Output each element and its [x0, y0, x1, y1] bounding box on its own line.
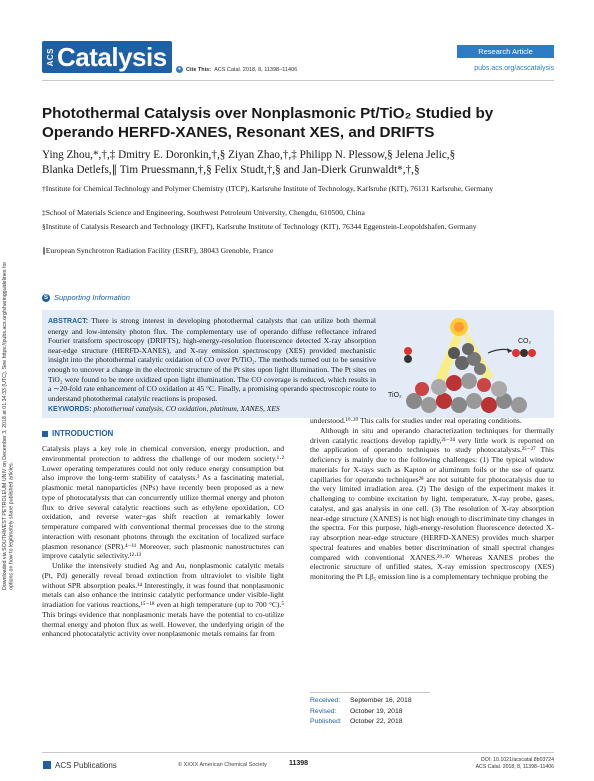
supporting-information-link[interactable]	[42, 293, 130, 302]
cite-icon: ●	[177, 66, 182, 72]
dates-divider	[310, 692, 430, 693]
footer-divider	[42, 752, 554, 753]
supporting-info-icon: S	[43, 294, 48, 301]
publisher-logo	[42, 760, 117, 770]
cite-this[interactable]	[176, 66, 297, 73]
keywords-list: photothermal catalysis, CO oxidation, platinum, XANES, XES	[93, 404, 280, 413]
published-date: October 22, 2018	[350, 718, 403, 725]
doi-link[interactable]: DOI: 10.1021/acscatal.8b03724	[481, 757, 554, 763]
abstract-text	[48, 316, 376, 403]
cite-reference: ACS Catal. 2018, 8, 11398−11406	[214, 66, 298, 73]
revised-date: October 19, 2018	[350, 707, 403, 715]
publication-dates	[310, 696, 412, 728]
supporting-info-label: Supporting Information	[54, 293, 130, 302]
journal-citation: ACS Catal. 2018, 8, 11398−11406	[475, 764, 554, 770]
published-label: Published:	[310, 718, 342, 725]
affiliation-4: ∥European Synchrotron Radiation Facility (ESRF), 38043 Grenoble, France	[42, 246, 274, 255]
keywords-label: KEYWORDS:	[48, 406, 92, 413]
copyright: © XXXX American Chemical Society	[178, 762, 267, 768]
revised-label: Revised:	[310, 707, 337, 715]
article-type-badge: Research Article	[457, 45, 554, 58]
affiliation-1: †Institute for Chemical Technology and Polymer Chemistry (ITCP), Karlsruhe Institute of Technology, Karlsruhe (KIT), 76131 Karlsruhe, Germany	[42, 184, 494, 193]
left-column	[42, 444, 284, 639]
abstract-body: There is strong interest in developing photothermal catalysts that can utilize both thermal energy and low-intensity photon flux. The complementary use of operando diffuse reflectance infrared Fourier transform spectroscopy (DRIFTS), high-energy-resolution fluorescence detected X-ray absorption near-edge structure (HERFD-XANES), and X-ray emission spectroscopy (XES) provided mechanistic insight into the photothermal catalytic oxidation of CO over Pt/TiO₂. The methods turned out to be sensitive enough to uncover a change in the electronic structure of the Pt sites upon light illumination. The Pt sites on TiO₂ were found to be more oxidized upon light illumination. The CO coverage is reduced, which results in a ∼20-fold rate enhancement of CO oxidation at 45 °C. Finally, a promising operando spectroscopic route to understand photothermal catalytic reactions is proposed.	[48, 316, 376, 403]
toc-tio2-label: TiO₂	[388, 392, 402, 399]
download-notice	[2, 250, 24, 590]
page-number: 11398	[289, 760, 309, 767]
paragraph: Although in situ and operando characterization techniques for thermally driven catalytic reactions develop rapidly,²¹⁻²⁴ very little work is reported on the application of operando techniques to study photocatalysts.²⁵⁻²⁷ This deficiency is mainly due to the following challenges: (1) The typical window materials for X-rays such as Kapton or aluminum foils or the use of quartz capillaries for operando techniques²⁸ are not suitable for photocatalysis due to the very limited irradiation area. (2) The design of the experiment makes it challenging to combine excitation by light, temperature, X-ray probe, gases, catalyst, and gas analysis in one cell. (3) The resolution of X-ray absorption near-edge structure (XANES) is not high enough to discriminate tiny changes in the spectra. For this purpose, high-energy-resolution fluorescence detected X-ray absorption near-edge structure (HERFD-XANES) provides much sharper spectral features and enables better discrimination of small spectral changes compared with conventional XANES.²⁹·³⁰ Whereas XANES probes the electronic structure of unfilled states, X-ray emission spectroscopy (XES) monitoring the Pt Lβ₅ emission line is a complementary technique probing the	[310, 425, 554, 581]
authors-line-1: Ying Zhou,*,†,‡ Dmitry E. Doronkin,†,§ Ziyan Zhao,†,‡ Philipp N. Plessow,§ Jelena Jelic,§	[42, 149, 456, 161]
article-title: Photothermal Catalysis over Nonplasmonic Pt/TiO₂ Studied by Operando HERFD-XANES, Resonant XES, and DRIFTS	[42, 105, 494, 141]
affiliation-3: §Institute of Catalysis Research and Technology (IKFT), Karlsruhe Institute of Technology (KIT), 76344 Eggenstein-Leopoldshafen, Germany	[42, 222, 477, 231]
received-date: September 16, 2018	[350, 697, 412, 704]
download-notice-text: Downloaded via SOUTHWEST PETROLEUM UNIV on December 3, 2018 at 01:34:33 (UTC). See https://pubs.acs.org/sharingguidelines for options on how to legitimately share published articles.	[2, 261, 15, 590]
journal-url-link[interactable]: pubs.acs.org/acscatalysis	[474, 65, 554, 72]
keywords	[48, 404, 408, 415]
toc-co2-label: CO₂	[518, 338, 532, 345]
section-introduction-heading	[42, 429, 113, 438]
cite-label: Cite This:	[186, 66, 212, 73]
affiliation-2: ‡School of Materials Science and Engineering, Southwest Petroleum University, Chengdu, 610500, China	[42, 208, 365, 217]
header-divider	[42, 80, 554, 81]
paragraph: Catalysis plays a key role in chemical conversion, energy production, and environmental protection to address the challenge of our modern society.¹·² Lower operating temperatures could not only reduce energy consumption but also improve the long-term stability of catalysts.³ As a fascinating material, plasmonic metal nanoparticles (NPs) have recently been proposed as a new type of photocatalysts that can concurrently utilize thermal energy and photon flux to drive several catalytic reactions such as ethylene epoxidation, CO oxidation, and reverse water−gas shift reaction at remarkably lower temperature compared with conventional thermal processes due to the strong interaction with resonant photons through the excitation of localized surface plasmon resonance (SPR).⁴⁻¹¹ Moreover, such plasmonic nanostructures can improve catalytic selectivity.¹²·¹³	[42, 444, 284, 561]
logo-acs-text: ACS	[46, 47, 55, 67]
right-column	[310, 416, 554, 582]
author-list	[42, 148, 542, 178]
paragraph: Unlike the intensively studied Ag and Au, nonplasmonic catalytic metals (Pt, Pd) generally reveal broad extinction from ultraviolet to visible light without SPR absorption peaks.¹⁴ Interestingly, it was found that nonplasmonic metals can also enhance the intrinsic catalytic performance under visible-light irradiation for various reactions,¹⁵⁻¹⁸ even at high temperature (up to 700 °C).⁵ This brings evidence that nonplasmonic metals have the potential to co-utilize thermal energy and photon flux as well. However, the underlying origin of the enhanced photocatalytic activity over nonplasmonic metals remains far from	[42, 561, 284, 639]
journal-logo	[42, 41, 172, 73]
abstract-label: ABSTRACT:	[48, 318, 89, 325]
logo-catalysis-text: Catalysis	[57, 41, 167, 72]
publisher-name: ACS Publications	[55, 760, 117, 770]
received-label: Received:	[310, 697, 341, 704]
toc-graphic	[384, 313, 550, 415]
paragraph: understood.¹⁹·²⁰ This calls for studies under real operating conditions.	[310, 416, 522, 425]
section-title: INTRODUCTION	[52, 429, 114, 438]
section-bullet-icon	[42, 431, 48, 437]
authors-line-2: Blanka Detlefs,∥ Tim Pruessmann,†,§ Felix Studt,†,§ and Jan-Dierk Grunwaldt*,†,§	[42, 164, 420, 176]
acs-publications-icon	[42, 760, 52, 770]
doi-block	[476, 757, 554, 771]
